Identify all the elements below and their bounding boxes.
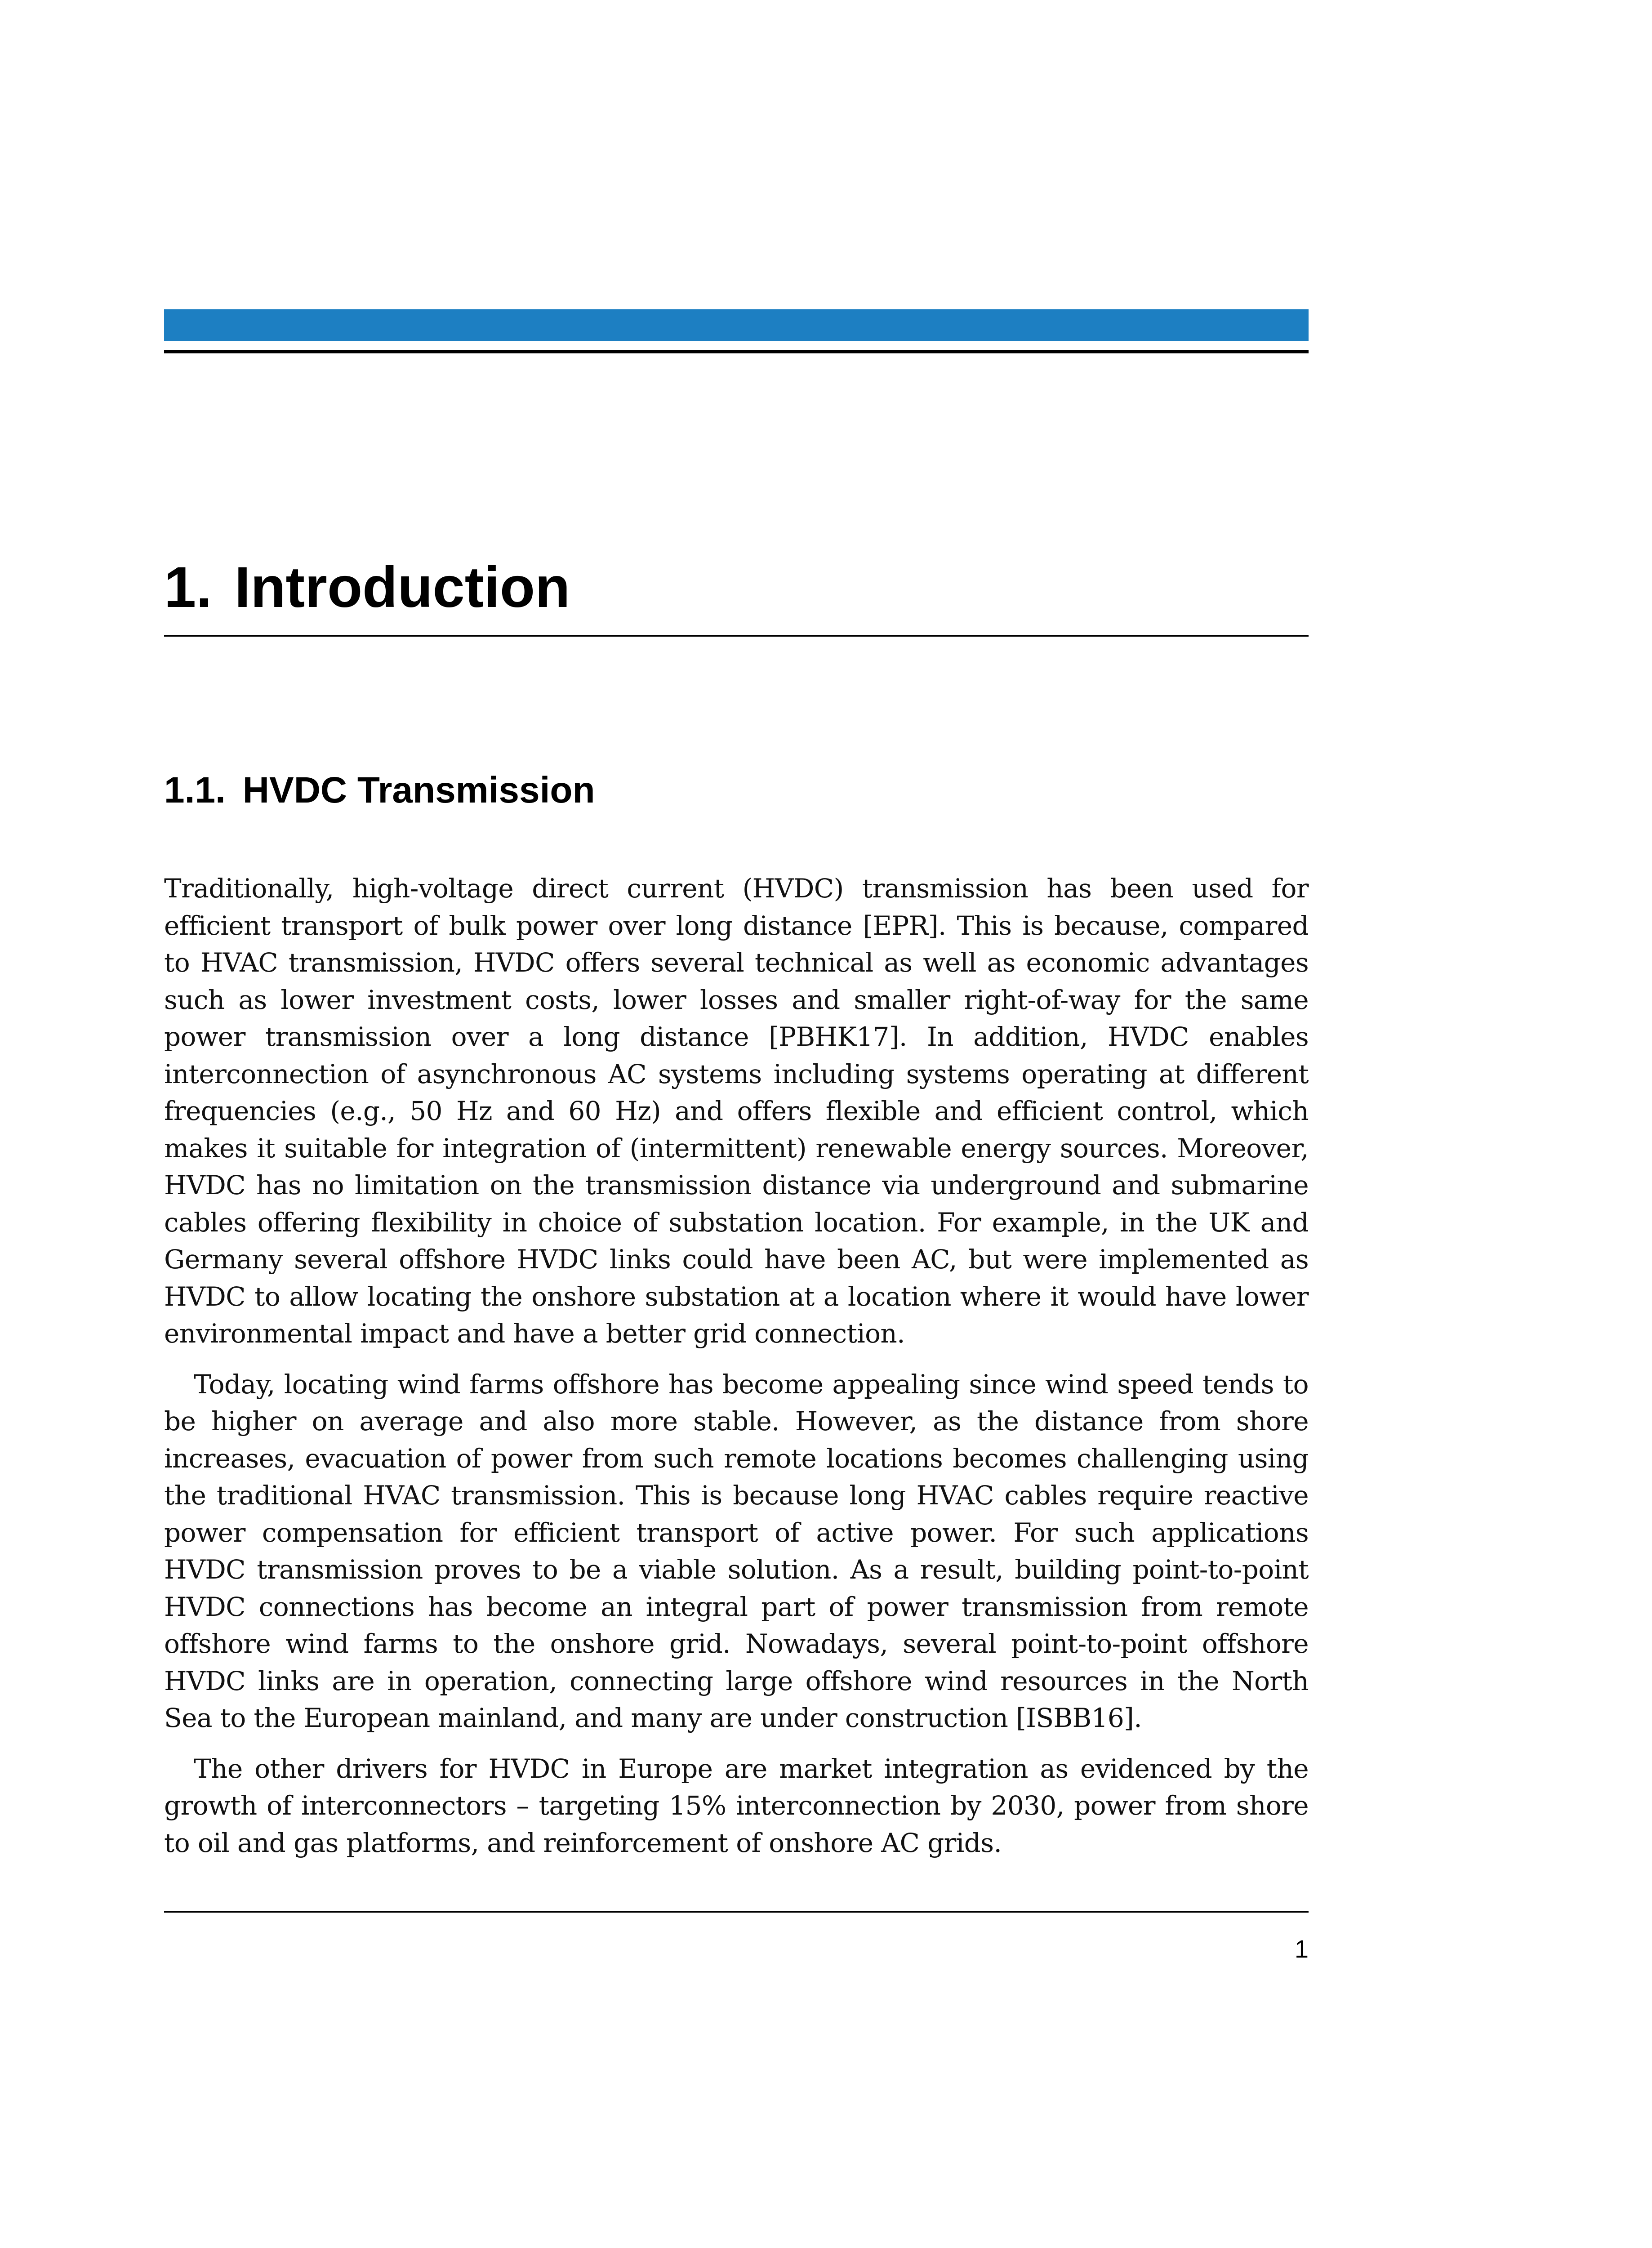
section-number: 1.1. bbox=[164, 770, 226, 811]
chapter-title bbox=[164, 554, 570, 621]
chapter-header-rule bbox=[164, 350, 1309, 353]
paragraph-2: Today, locating wind farms offshore has become appealing since wind speed tends to be higher on average and also more stable. However, as the distance from shore increases, evacuation of power from such remote locations becomes challenging using the traditional HVAC transmission. This is because long HVAC cables require reactive power compensation for efficient transport of active power. For such applications HVDC transmission proves to be a viable solution. As a result, building point-to-point HVDC connections has become an integral part of power transmission from remote offshore wind farms to the onshore grid. Nowadays, several point-to-point offshore HVDC links are in operation, connecting large offshore wind resources in the North Sea to the European mainland, and many are under construction [ISBB16]. bbox=[164, 1369, 1309, 1733]
paragraph-1: Traditionally, high-voltage direct current (HVDC) transmission has been used for efficient transport of bulk power over long distance [EPR]. This is because, compared to HVAC transmission, HVDC offers several technical as well as economic advantages such as lower investment costs, lower losses and smaller right-of-way for the same power transmission over a long distance [PBHK17]. In addition, HVDC enables interconnection of asynchronous AC systems including systems operating at different frequencies (e.g., 50 Hz and 60 Hz) and offers flexible and efficient control, which makes it suitable for integration of (intermittent) renewable energy sources. Moreover, HVDC has no limitation on the transmission distance via underground and submarine cables offering flexibility in choice of substation location. For example, in the UK and Germany several offshore HVDC links could have been AC, but were implemented as HVDC to allow locating the onshore substation at a location where it would have lower environmental impact and have a better grid connection. bbox=[164, 873, 1309, 1349]
paragraph-3: The other drivers for HVDC in Europe are market integration as evidenced by the growth of interconnectors – targeting 15% interconnection by 2030, power from shore to oil and gas platforms, and reinforcement of onshore AC grids. bbox=[164, 1753, 1309, 1858]
section-title bbox=[164, 768, 595, 813]
page-number: 1 bbox=[1294, 1935, 1309, 1963]
chapter-header-bar bbox=[164, 309, 1309, 341]
body-text bbox=[164, 870, 1309, 1875]
chapter-number: 1. bbox=[164, 555, 212, 620]
section-title-text: HVDC Transmission bbox=[242, 770, 595, 811]
chapter-title-rule bbox=[164, 635, 1309, 637]
footer-rule bbox=[164, 1911, 1309, 1913]
chapter-title-text: Introduction bbox=[234, 555, 570, 620]
